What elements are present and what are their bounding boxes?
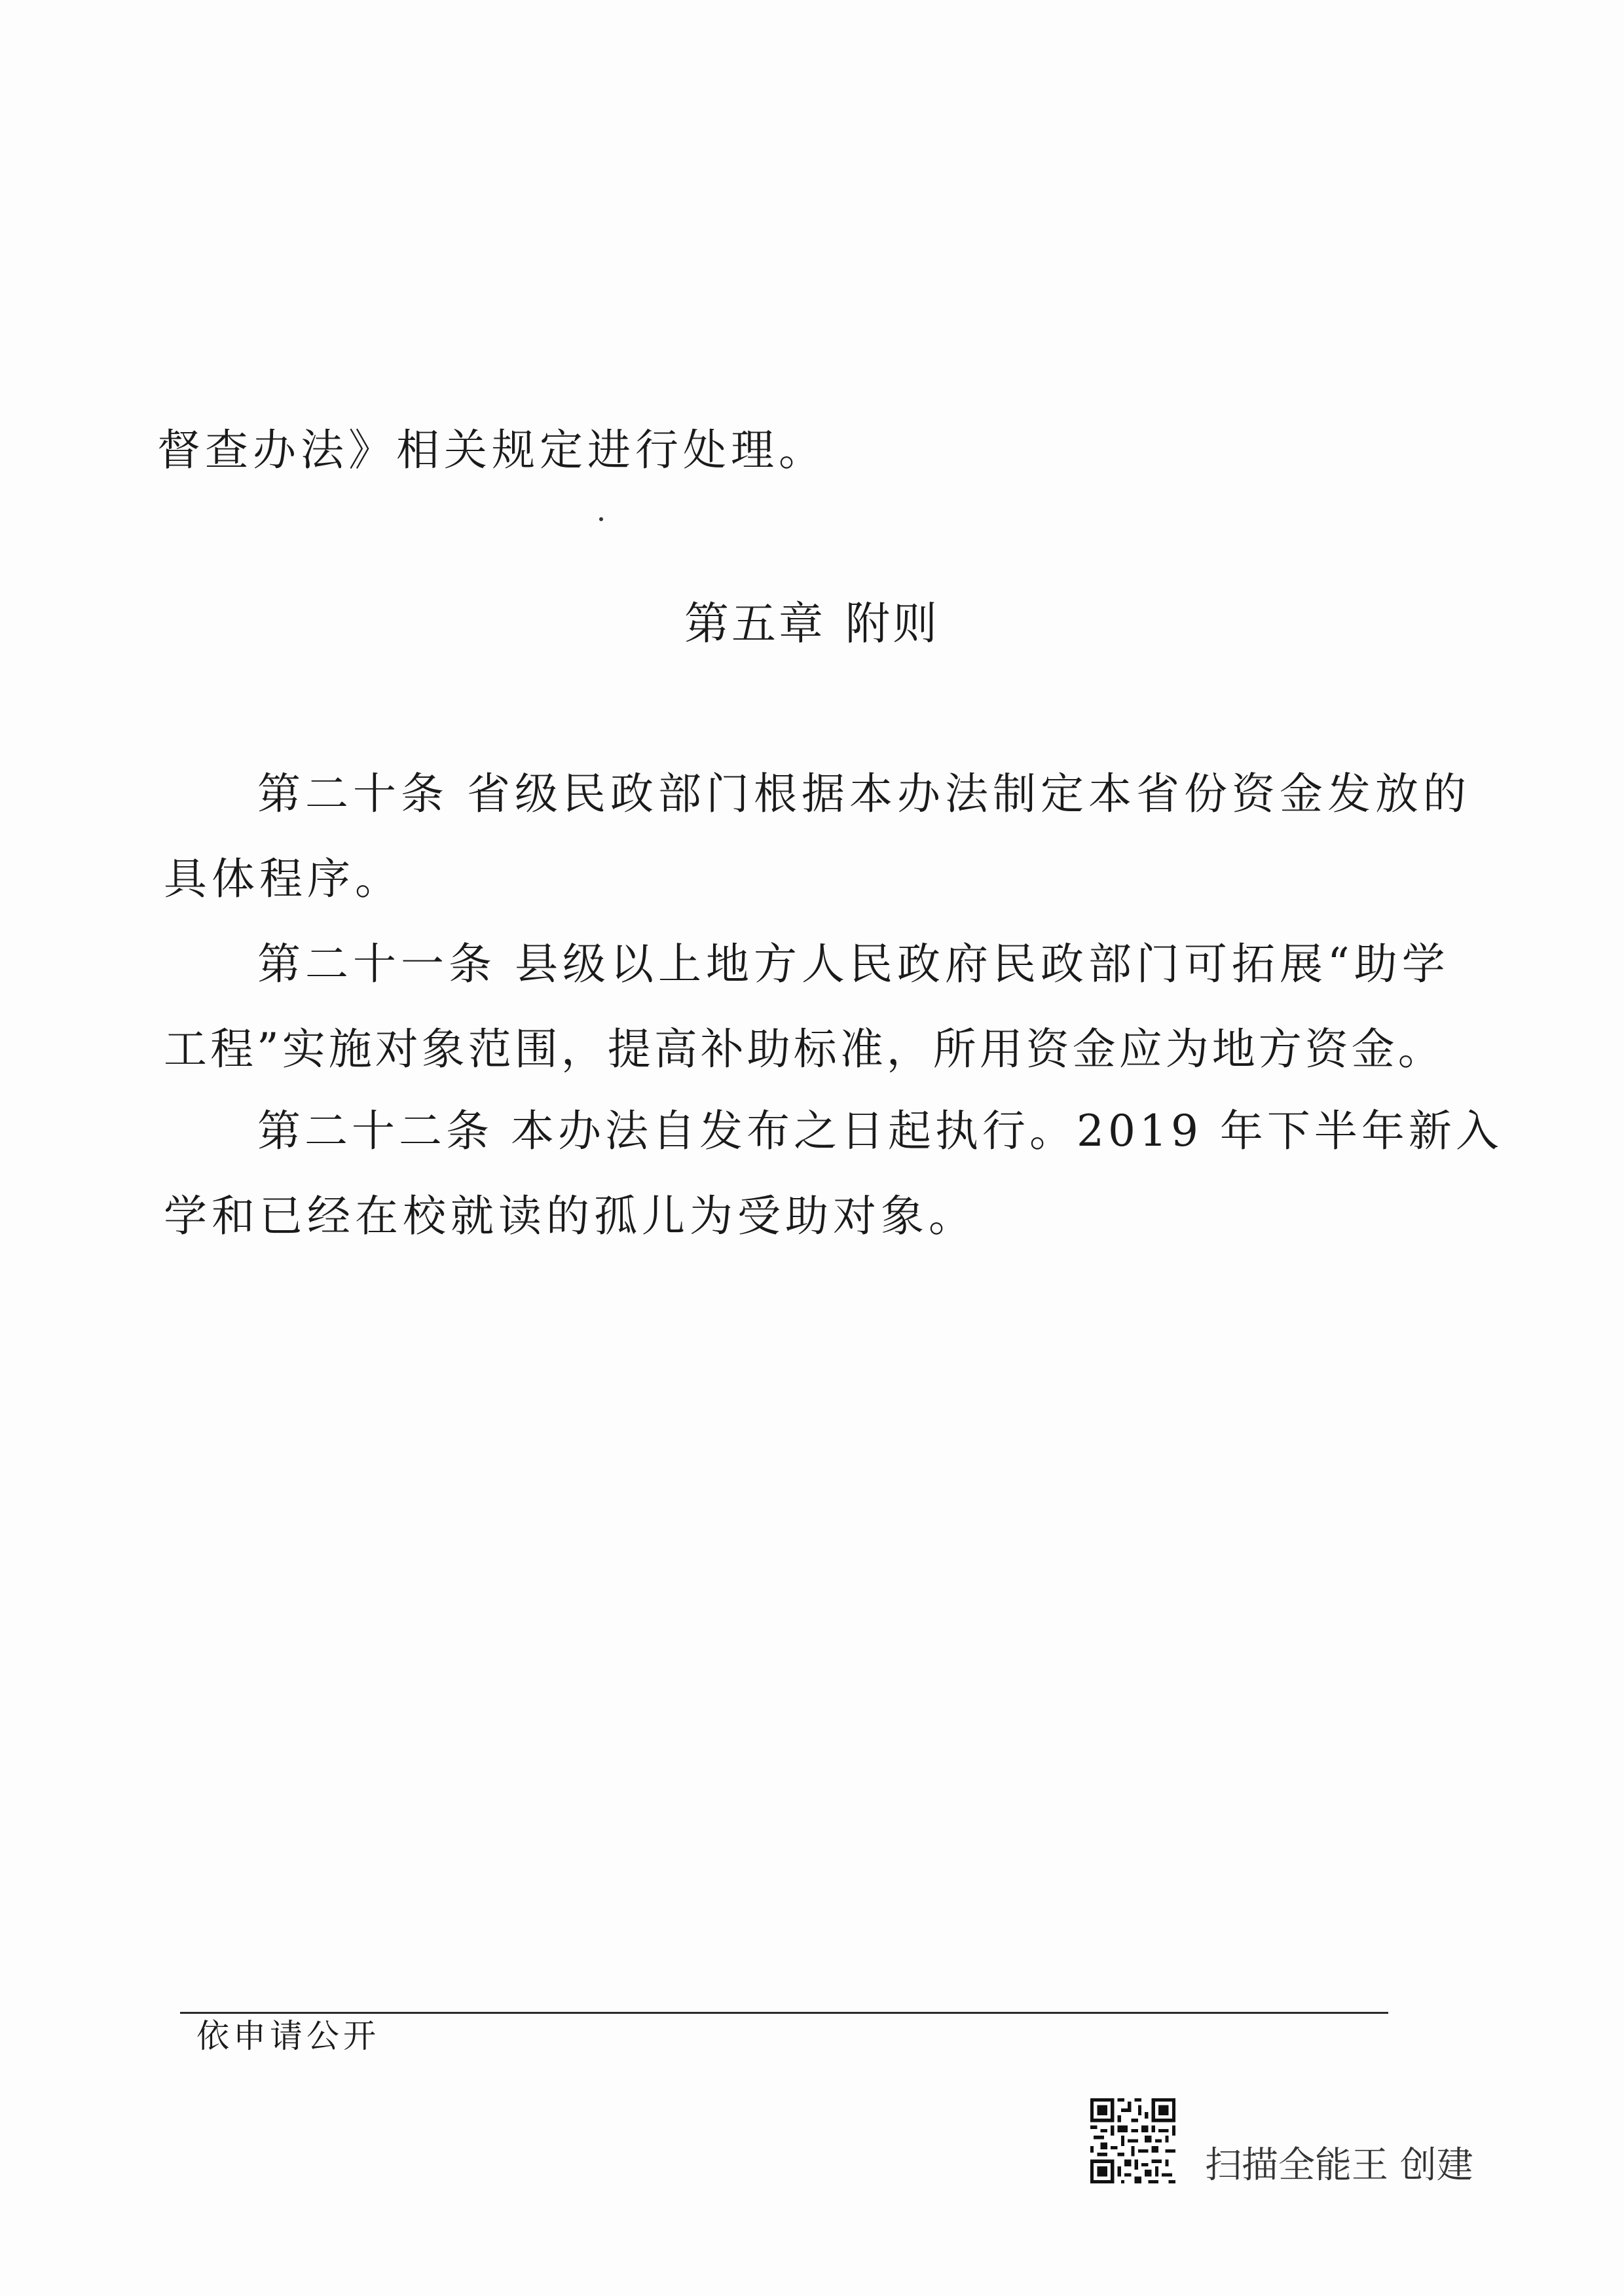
article-20-line-1: 第二十条 省级民政部门根据本办法制定本省份资金发放的 — [257, 769, 1471, 819]
chapter-heading — [0, 598, 1624, 650]
chapter-heading-number: 第五章 — [684, 598, 826, 650]
disclosure-note: 依申请公开 — [196, 2017, 380, 2055]
article-22-line-2: 学和已经在校就读的孤儿为受助对象。 — [164, 1191, 976, 1241]
qr-code-icon — [1090, 2098, 1175, 2183]
article-21-line-1: 第二十一条 县级以上地方人民政府民政部门可拓展“助学 — [257, 939, 1450, 989]
article-21-line-2: 工程”实施对象范围，提高补助标准，所用资金应为地方资金。 — [164, 1024, 1445, 1074]
chapter-heading-title: 附则 — [845, 598, 940, 650]
scanner-watermark: 扫描全能王 创建 — [1205, 2144, 1473, 2187]
scan-speck — [599, 517, 603, 521]
footer-divider — [180, 2012, 1388, 2014]
article-22-line-1: 第二十二条 本办法自发布之日起执行。2019 年下半年新入 — [257, 1106, 1503, 1156]
article-20-line-2: 具体程序。 — [164, 854, 403, 904]
body-line-1: 督查办法》相关规定进行处理。 — [157, 425, 826, 475]
